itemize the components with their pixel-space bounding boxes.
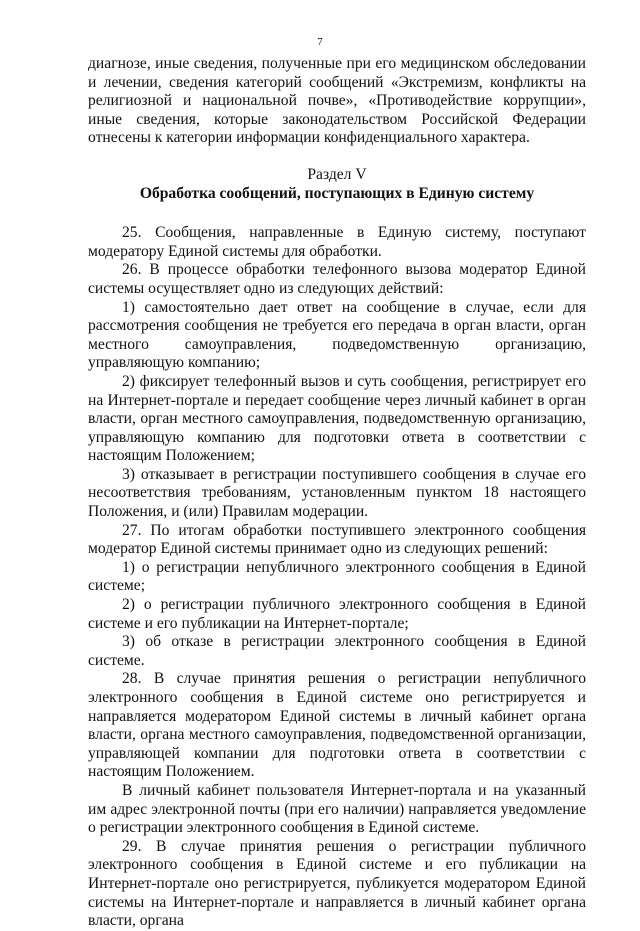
paragraph-28-notice: В личный кабинет пользователя Интернет-портала и на указанный им адрес электронной почты (при его наличии) направляется уведомление о регистрации электронного сообщения в Единой системе. [88, 781, 586, 837]
paragraph-27-item-2: 2) о регистрации публичного электронного сообщения в Единой системе и его публикации на Интернет-портале; [88, 596, 586, 632]
paragraph-26-item-2: 2) фиксирует телефонный вызов и суть сообщения, регистрирует его на Интернет-портале и передает сообщение через личный кабинет в орган власти, орган местного самоуправления, подведомственную организацию, управляющую компанию для подготовки ответа в соответствии с настоящим Положением; [88, 372, 586, 465]
section-label: Раздел V [307, 165, 367, 183]
intro-paragraph: диагнозе, иные сведения, полученные при его медицинском обследовании и лечении, сведения категорий сообщений «Экстремизм, конфликты на религиозной и национальной почве», «Противодействие коррупции», иные сведения, которые законодательством Российской Федерации отнесены к категории информации конфиденциального характера. [88, 55, 586, 147]
paragraph-26-item-3: 3) отказывает в регистрации поступившего сообщения в случае его несоответствия требованиям, установленным пунктом 18 настоящего Положения, и (или) Правилам модерации. [88, 465, 586, 521]
paragraph-29: 29. В случае принятия решения о регистрации публичного электронного сообщения в Единой системе и его публикации на Интернет-портале оно регистрируется, публикуется модератором Единой системы на Интернет-портале и направляется в личный кабинет органа власти, органа [88, 837, 586, 930]
paragraph-27-item-1: 1) о регистрации непубличного электронного сообщения в Единой системе; [88, 558, 586, 595]
section-title: Обработка сообщений, поступающих в Единую систему [139, 184, 535, 202]
paragraph-26: 26. В процессе обработки телефонного вызова модератор Единой системы осуществляет одно из следующих действий: [88, 261, 586, 297]
document-body [88, 55, 586, 931]
paragraph-25: 25. Сообщения, направленные в Единую систему, поступают модератору Единой системы для обработки. [88, 224, 586, 260]
paragraph-27-item-3: 3) об отказе в регистрации электронного сообщения в Единой системе. [88, 633, 586, 669]
page-number: 7 [317, 36, 323, 48]
paragraph-28: 28. В случае принятия решения о регистрации непубличного электронного сообщения в Единой системе оно регистрируется и направляется модератором Единой системы в личный кабинет органа власти, органа местного самоуправления, подведомственной организации, управляющей компании для подготовки ответа в соответствии с настоящим Положением. [88, 670, 586, 781]
paragraph-27: 27. По итогам обработки поступившего электронного сообщения модератор Единой системы принимает одно из следующих решений: [88, 521, 586, 558]
paragraph-26-item-1: 1) самостоятельно дает ответ на сообщение в случае, если для рассмотрения сообщения не требуется его передача в орган власти, орган местного самоуправления, подведомственную организацию, управляющую компанию; [88, 298, 586, 372]
